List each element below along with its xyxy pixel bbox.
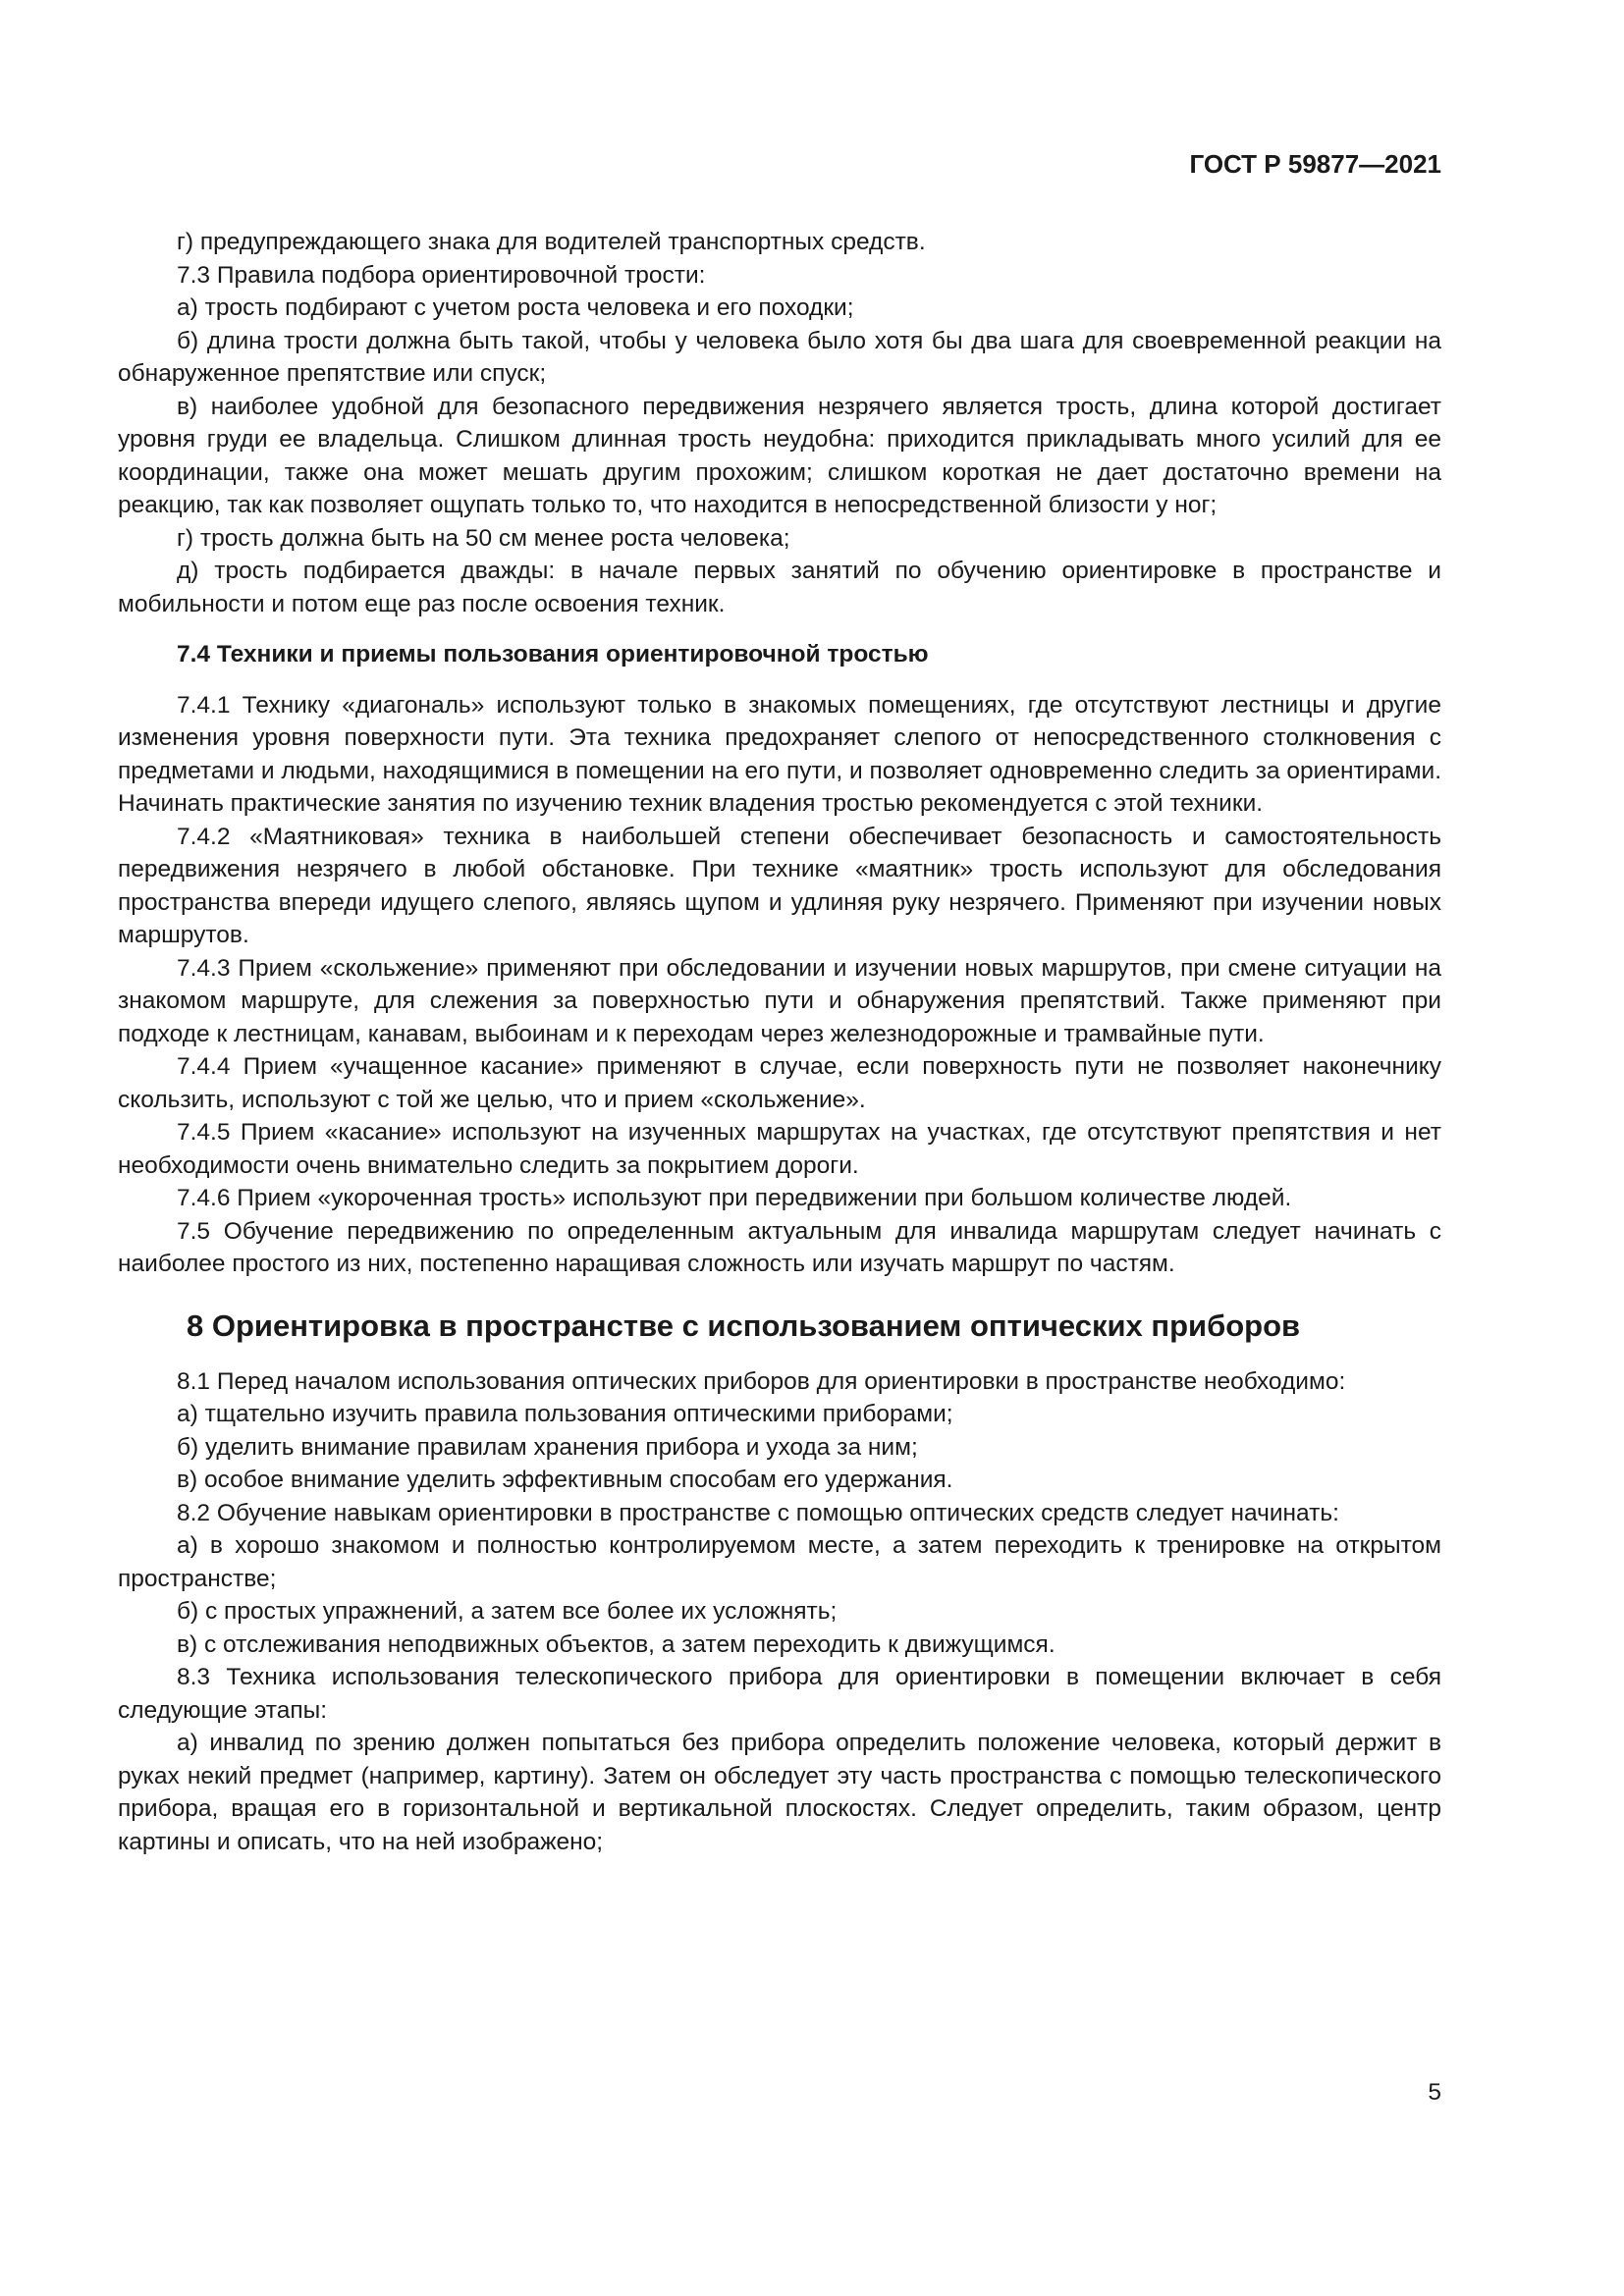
page-number: 5: [1428, 2079, 1441, 2106]
paragraphs-8: [118, 1365, 1441, 1859]
paragraph: а) в хорошо знакомом и полностью контролируемом месте, а затем переходить к тренировке на открытом пространстве;: [118, 1532, 1441, 1592]
document-id-header: ГОСТ Р 59877—2021: [1189, 149, 1441, 179]
paragraph: 7.4.2 «Маятниковая» техника в наибольшей степени обеспечивает безопасность и самостоятельность передвижения незрячего в любой обстановке. При технике «маятник» трость используют для обследования пространства впереди идущего слепого, являясь щупом и удлиняя руку незрячего. Применяют при изучении новых маршрутов.: [118, 823, 1441, 948]
paragraph: б) уделить внимание правилам хранения прибора и ухода за ним;: [177, 1433, 918, 1461]
paragraphs-7-4: [118, 689, 1441, 1281]
paragraph: д) трость подбирается дважды: в начале первых занятий по обучению ориентировке в пространстве и мобильности и потом еще раз после освоения техник.: [118, 558, 1441, 617]
paragraph: в) с отслеживания неподвижных объектов, а затем переходить к движущимся.: [177, 1630, 1056, 1658]
paragraph: г) трость должна быть на 50 см менее роста человека;: [177, 524, 790, 552]
paragraph: а) тщательно изучить правила пользования оптическими приборами;: [177, 1401, 953, 1427]
paragraphs-7-3: [118, 226, 1441, 620]
paragraph: а) инвалид по зрению должен попытаться без прибора определить положение человека, который держит в руках некий предмет (например, картину). Затем он обследует эту часть пространства с помощью телескопического прибора, вращая его в горизонтальной и вертикальной плоскостях. Следует определить, таким образом, центр картины и описать, что на ней изображено;: [118, 1730, 1441, 1855]
paragraph: 7.4.5 Прием «касание» используют на изученных маршрутах на участках, где отсутствуют препятствия и нет необходимости очень внимательно следить за покрытием дороги.: [118, 1119, 1441, 1179]
paragraph: 7.3 Правила подбора ориентировочной трости:: [177, 261, 706, 289]
paragraph: 8.2 Обучение навыкам ориентировки в пространстве с помощью оптических средств следует начинать:: [177, 1499, 1339, 1526]
paragraph: 7.4.1 Технику «диагональ» используют только в знакомых помещениях, где отсутствуют лестницы и другие изменения уровня поверхности пути. Эта техника предохраняет слепого от непосредственного столкновения с предметами и людьми, находящимися в помещении на его пути, и позволяет одновременно следить за ориентирами. Начинать практические занятия по изучению техник владения тростью рекомендуется с этой техники.: [118, 691, 1442, 817]
paragraph: в) особое внимание уделить эффективным способам его удержания.: [177, 1467, 953, 1493]
paragraph: 8.3 Техника использования телескопического прибора для ориентировки в помещении включает в себя следующие этапы:: [118, 1664, 1441, 1724]
subsection-heading: 7.4 Техники и приемы пользования ориентировочной тростью: [177, 641, 929, 667]
paragraph: г) предупреждающего знака для водителей транспортных средств.: [177, 229, 926, 255]
section-heading: 8 Ориентировка в пространстве с использованием оптических приборов: [187, 1308, 1301, 1343]
paragraph: в) наиболее удобной для безопасного передвижения незрячего является трость, длина которой достигает уровня груди ее владельца. Слишком длинная трость неудобна: приходится прикладывать много усилий для ее координации, также она может мешать другим прохожим; слишком короткая не дает достаточно времени на реакцию, так как позволяет ощупать только то, что находится в непосредственной близости у ног;: [118, 393, 1441, 518]
paragraph: б) длина трости должна быть такой, чтобы у человека было хотя бы два шага для своевременной реакции на обнаруженное препятствие или спуск;: [118, 327, 1441, 387]
paragraph: 7.5 Обучение передвижению по определенным актуальным для инвалида маршрутам следует начинать с наиболее простого из них, постепенно наращивая сложность или изучать маршрут по частям.: [118, 1217, 1441, 1277]
page-body: [118, 226, 1441, 1858]
paragraph: 7.4.4 Прием «учащенное касание» применяют в случае, если поверхность пути не позволяет наконечнику скользить, используют с той же целью, что и прием «скольжение».: [118, 1053, 1441, 1113]
paragraph: б) с простых упражнений, а затем все более их усложнять;: [177, 1598, 838, 1625]
paragraph: 7.4.3 Прием «скольжение» применяют при обследовании и изучении новых маршрутов, при смене ситуации на знакомом маршруте, для слежения за поверхностью пути и обнаружения препятствий. Также применяют при подходе к лестницам, канавам, выбоинам и к переходам через железнодорожные и трамвайные пути.: [118, 954, 1441, 1047]
paragraph: 7.4.6 Прием «укороченная трость» используют при передвижении при большом количестве людей.: [177, 1185, 1292, 1211]
paragraph: а) трость подбирают с учетом роста человека и его походки;: [177, 294, 854, 321]
paragraph: 8.1 Перед началом использования оптических приборов для ориентировки в пространстве необходимо:: [177, 1367, 1346, 1395]
